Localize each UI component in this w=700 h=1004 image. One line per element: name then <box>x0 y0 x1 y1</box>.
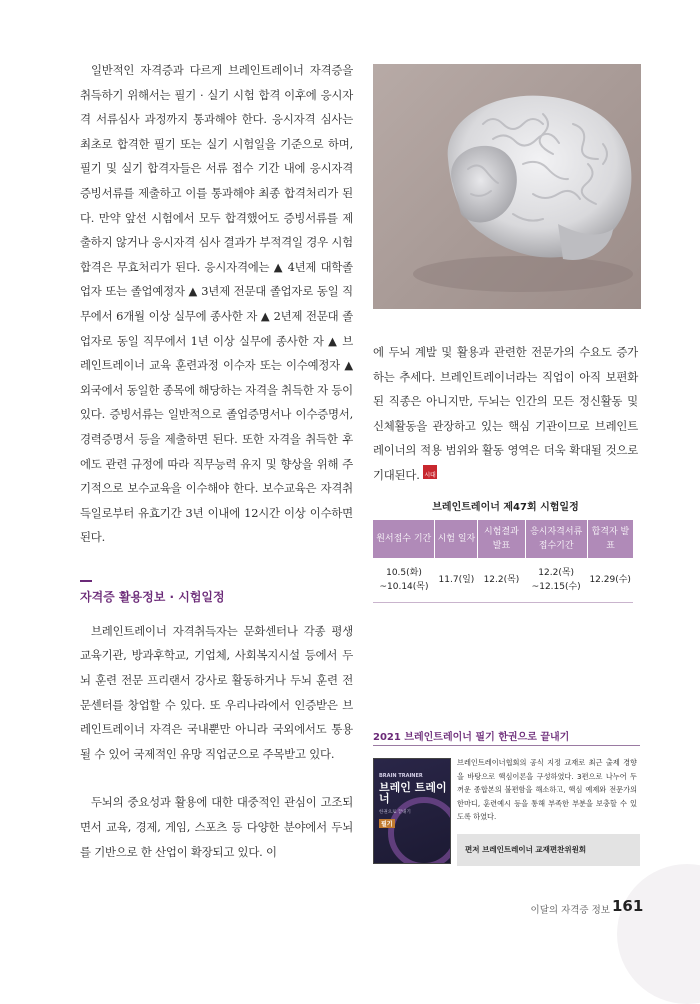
book-heading: 2021 브레인트레이너 필기 한권으로 끝내기 <box>373 732 570 743</box>
corner-decoration <box>617 864 700 1004</box>
cover-tag: 필기 <box>381 821 393 828</box>
schedule-cell: 12.29(수) <box>587 558 633 603</box>
schedule-row <box>373 558 633 603</box>
book-promo <box>373 750 640 868</box>
schedule-header-cell: 응시자격서류 접수기간 <box>525 520 587 558</box>
book-description: 브레인트레이너협회의 공식 지정 교재로 최근 출제 경향을 바탕으로 핵심이론을 구성하였다. 3편으로 나누어 두꺼운 종합본의 불편함을 해소하고, 핵심 예제와 전문가의 한마디, 훈련예시 등을 통해 부족한 부분을 보충할 수 있도록 하였다. <box>457 758 637 822</box>
schedule-header-cell: 합격자 발표 <box>587 520 633 558</box>
footer-label: 이달의 자격증 정보 <box>530 905 610 916</box>
cover-small-title: BRAIN TRAINER <box>379 773 423 779</box>
schedule-cell: 12.2(목) ~12.15(수) <box>525 558 587 603</box>
section-title: 자격증 활용정보 · 시험일정 <box>80 589 225 604</box>
schedule-header-row <box>373 520 633 558</box>
left-column <box>80 58 353 864</box>
brain-illustration <box>373 64 641 309</box>
body-paragraph: 두뇌의 중요성과 활용에 대한 대중적인 관심이 고조되면서 교육, 경제, 게임, 스포츠 등 다양한 분야에서 두뇌를 기반으로 한 산업이 확장되고 있다. 이 <box>80 795 353 859</box>
cover-subtitle: 한권으로 끝내기 <box>379 810 411 815</box>
svg-text:시대: 시대 <box>424 471 436 479</box>
book-divider <box>373 745 640 746</box>
schedule-header-cell: 시험 일자 <box>435 520 478 558</box>
schedule-table <box>373 520 633 603</box>
body-paragraph-text: 에 두뇌 계발 및 활용과 관련한 전문가의 수요도 증가하는 추세다. 브레인트레이너라는 직업이 아직 보편화된 직종은 아니지만, 두뇌는 인간의 모든 정신활동 및 신체활동을 관장하고 있는 핵심 기관이므로 브레인트레이너의 적용 범위와 활동 영역은 더욱 확대될 것으로 기대된다. <box>373 345 638 482</box>
end-mark-logo <box>423 465 437 479</box>
section-accent-bar <box>80 580 92 582</box>
schedule-cell: 12.2(목) <box>478 558 525 603</box>
schedule-header-cell: 시험결과 발표 <box>478 520 525 558</box>
schedule-cell: 11.7(일) <box>435 558 478 603</box>
brain-model-photo <box>373 64 641 309</box>
schedule-header-cell: 원서접수 기간 <box>373 520 435 558</box>
cover-title: 브레인 트레이너 <box>379 781 447 805</box>
page-number: 161 <box>612 897 644 915</box>
body-paragraph: 일반적인 자격증과 다르게 브레인트레이너 자격증을 취득하기 위해서는 필기 · 실기 시험 합격 이후에 응시자격 서류심사 과정까지 통과해야 한다. 응시자격 심사는 최초로 합격한 필기 또는 실기 시험일을 기준으로 하며, 필기 및 실기 합격자들은 서류 접수 기간 내에 응시자격 증빙서류를 제출하고 이를 통과해야 최종 합격처리가 된다. 만약 앞선 시험에서 모두 합격했어도 증빙서류를 제출하지 않거나 응시자격 심사 결과가 부적격일 경우 시험 합격은 무효처리가 된다. 응시자격에는 ▲ 4년제 대학졸업자 또는 졸업예정자 ▲ 3년제 전문대 졸업자로 동일 직무에서 6개월 이상 실무에 종사한 자 ▲ 2년제 전문대 졸업자로 동일 직무에서 1년 이상 실무에 종사한 자 ▲ 브레인트레이너 교육 훈련과정 이수자 또는 이수예정자 ▲ 외국에서 동일한 종목에 해당하는 자격을 취득한 자 등이 있다. 증빙서류는 일반적으로 졸업증명서나 이수증명서, 경력증명서 등을 제출하면 된다. 또한 자격을 취득한 후에도 관련 규정에 따라 직무능력 유지 및 향상을 위해 주기적으로 보수교육을 이수해야 한다. 보수교육은 자격취득일로부터 유효기간 3년 이내에 12시간 이상 이수하면 된다. <box>80 63 353 545</box>
book-cover-image <box>373 758 451 864</box>
cover-swirl-decoration <box>388 797 451 864</box>
body-paragraph <box>373 340 638 488</box>
schedule-cell: 10.5(화) ~10.14(목) <box>373 558 435 603</box>
book-author: 편저 브레인트레이너 교재편찬위원회 <box>457 834 640 866</box>
right-column <box>373 340 638 488</box>
schedule-title: 브레인트레이너 제47회 시험일정 <box>432 502 579 513</box>
body-paragraph: 브레인트레이너 자격취득자는 문화센터나 각종 평생교육기관, 방과후학교, 기업체, 사회복지시설 등에서 두뇌 훈련 전문 프리랜서 강사로 활동하거나 두뇌 훈련 전문센터를 창업할 수 있다. 또 우리나라에서 인증받은 브레인트레이너 자격은 국내뿐만 아니라 국외에서도 통용될 수 있어 국제적인 유망 직업군으로 주목받고 있다. <box>80 623 353 761</box>
